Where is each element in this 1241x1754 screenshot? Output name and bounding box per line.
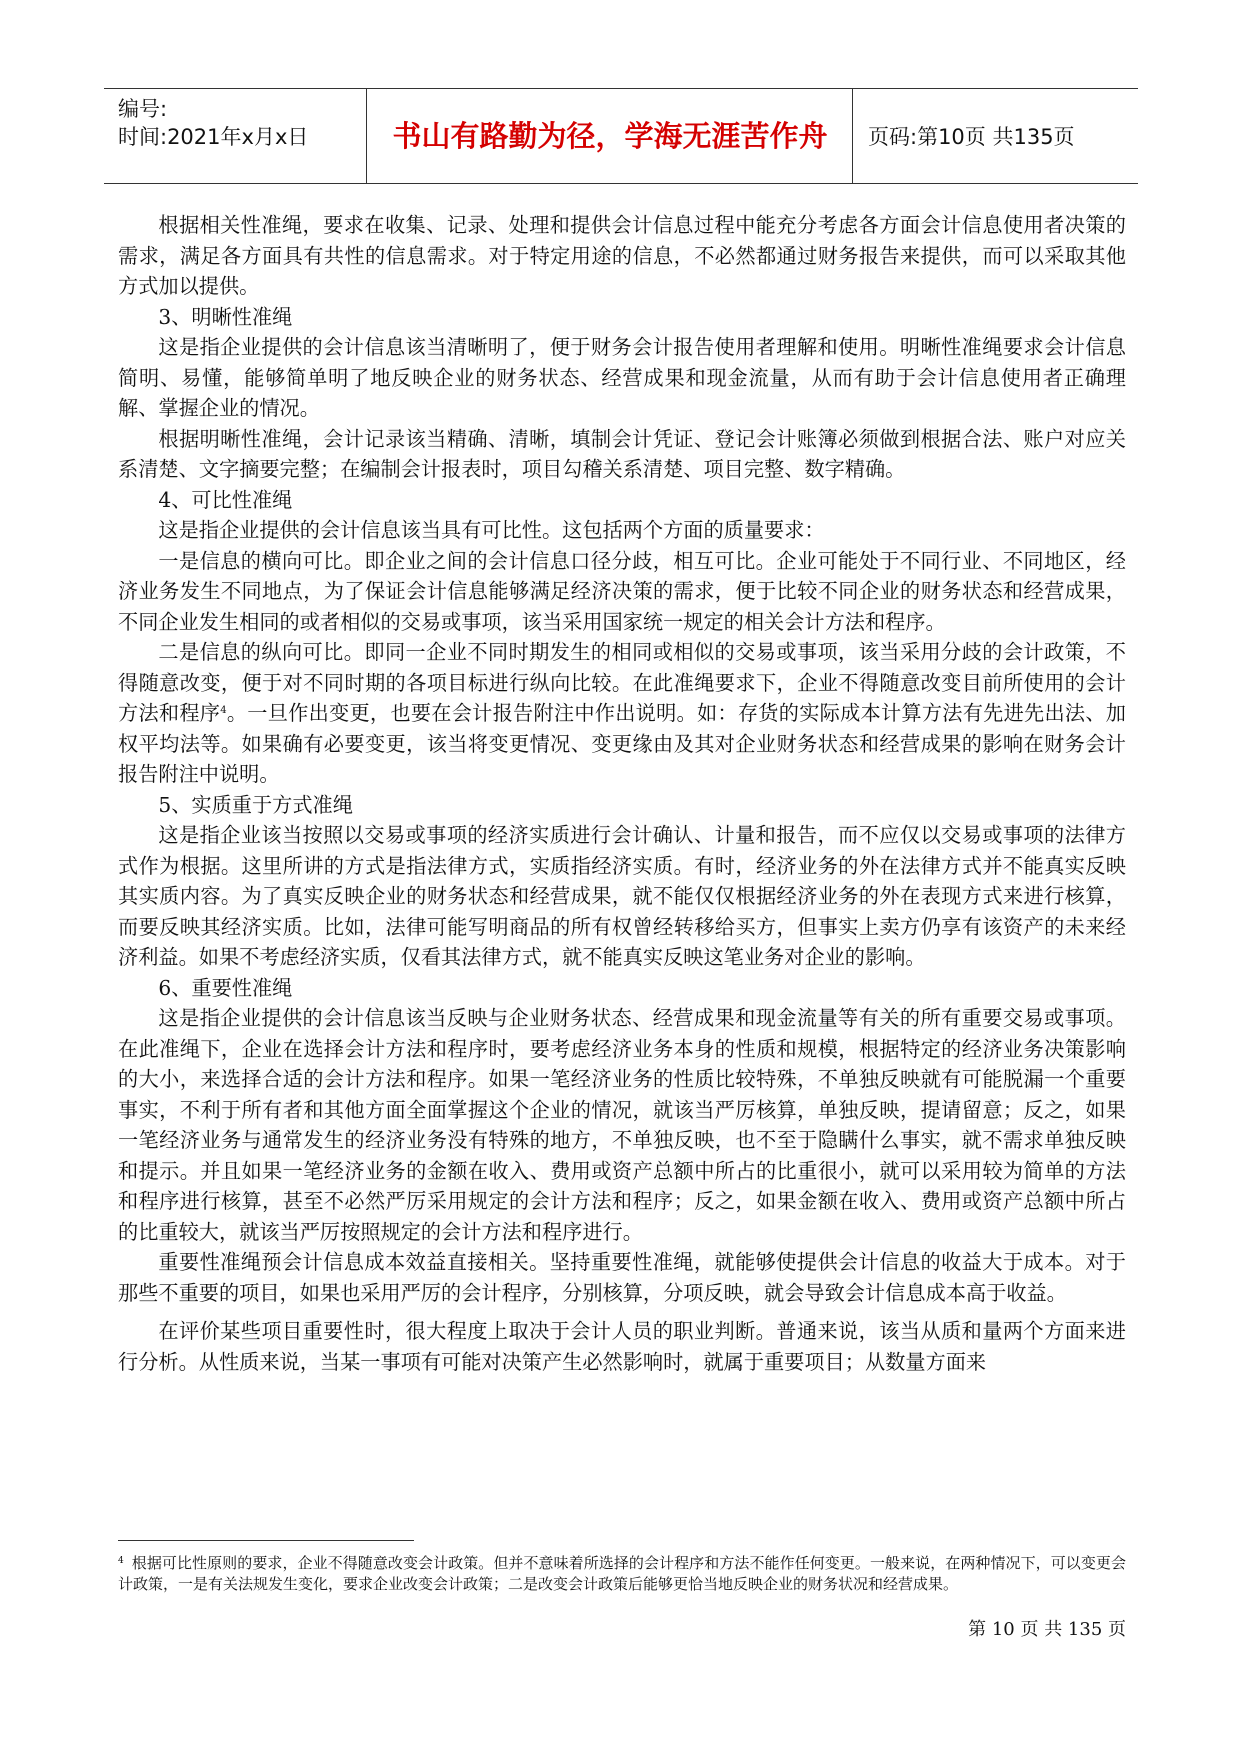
footnote-reference[interactable]: 4	[220, 705, 227, 716]
header-page-info: 页码:第10页 共135页	[868, 125, 1075, 149]
header-left-cell	[104, 89, 367, 183]
document-number-label: 编号:	[118, 97, 168, 121]
paragraph: 在评价某些项目重要性时，很大程度上取决于会计人员的职业判断。普通来说，该当从质和量两个方面来进行分析。从性质来说，当某一事项有可能对决策产生必然影响时，就属于重要项目；从数量方面来	[118, 1319, 1126, 1374]
paragraph-text: 。一旦作出变更，也要在会计报告附注中作出说明。如：存货的实际成本计算方法有先进先出法、加权平均法等。如果确有必要变更，该当将变更情况、变更缘由及其对企业财务状态和经营成果的影响在财务会计报告附注中说明。	[118, 701, 1126, 786]
paragraph: 一是信息的横向可比。即企业之间的会计信息口径分歧，相互可比。企业可能处于不同行业、不同地区，经济业务发生不同地点，为了保证会计信息能够满足经济决策的需求，便于比较不同企业的财务状态和经营成果，不同企业发生相同的或者相似的交易或事项，该当采用国家统一规定的相关会计方法和程序。	[118, 548, 1126, 634]
section-heading-clarity: 3、明晰性准绳	[158, 304, 293, 329]
footnote-marker: 4	[118, 1556, 124, 1566]
paragraph: 重要性准绳预会计信息成本效益直接相关。坚持重要性准绳，就能够使提供会计信息的收益大于成本。对于那些不重要的项目，如果也采用严厉的会计程序，分别核算，分项反映，就会导致会计信息成本高于收益。	[118, 1250, 1126, 1305]
page-footer: 第 10 页 共 135 页	[968, 1619, 1126, 1640]
footnote-separator	[118, 1540, 414, 1541]
paragraph: 这是指企业提供的会计信息该当具有可比性。这包括两个方面的质量要求：	[158, 518, 825, 542]
page-header	[104, 88, 1138, 184]
paragraph: 这是指企业提供的会计信息该当反映与企业财务状态、经营成果和现金流量等有关的所有重要交易或事项。在此准绳下，企业在选择会计方法和程序时，要考虑经济业务本身的性质和规模，根据特定的经济业务决策影响的大小，来选择合适的会计方法和程序。如果一笔经济业务的性质比较特殊，不单独反映就有可能脱漏一个重要事实，不利于所有者和其他方面全面掌握这个企业的情况，就该当严厉核算，单独反映，提请留意；反之，如果一笔经济业务与通常发生的经济业务没有特殊的地方，不单独反映，也不至于隐瞒什么事实，就不需求单独反映和提示。并且如果一笔经济业务的金额在收入、费用或资产总额中所占的比重很小，就可以采用较为简单的方法和程序进行核算，甚至不必然严厉采用规定的会计方法和程序；反之，如果金额在收入、费用或资产总额中所占的比重较大，就该当严厉按照规定的会计方法和程序进行。	[118, 1006, 1126, 1244]
footnote	[118, 1553, 1126, 1594]
section-heading-materiality: 6、重要性准绳	[158, 975, 293, 1000]
paragraph-vertical-comparability	[118, 637, 1126, 790]
header-center-cell	[368, 89, 853, 183]
paragraph-text: 二是信息的纵向可比。即同一企业不同时期发生的相同或相似的交易或事项，该当采用分歧的会计政策，不得随意改变，便于对不同时期的各项目标进行纵向比较。在此准绳要求下，企业不得随意改变目前所使用的会计方法和程序	[118, 640, 1126, 725]
document-body	[118, 210, 1126, 1377]
paragraph: 根据明晰性准绳，会计记录该当精确、清晰，填制会计凭证、登记会计账簿必须做到根据合法、账户对应关系清楚、文字摘要完整；在编制会计报表时，项目勾稽关系清楚、项目完整、数字精确。	[118, 426, 1126, 481]
section-heading-substance: 5、实质重于方式准绳	[158, 792, 353, 817]
footnote-text: 根据可比性原则的要求，企业不得随意改变会计政策。但并不意味着所选择的会计程序和方法不能作任何变更。一般来说，在两种情况下，可以变更会计政策，一是有关法规发生变化，要求企业改变会计政策；二是改变会计政策后能够更恰当地反映企业的财务状况和经营成果。	[118, 1554, 1126, 1593]
paragraph: 这是指企业提供的会计信息该当清晰明了，便于财务会计报告使用者理解和使用。明晰性准绳要求会计信息简明、易懂，能够简单明了地反映企业的财务状态、经营成果和现金流量，从而有助于会计信息使用者正确理解、掌握企业的情况。	[118, 335, 1126, 420]
paragraph: 这是指企业该当按照以交易或事项的经济实质进行会计确认、计量和报告，而不应仅以交易或事项的法律方式作为根据。这里所讲的方式是指法律方式，实质指经济实质。有时，经济业务的外在法律方式并不能真实反映其实质内容。为了真实反映企业的财务状态和经营成果，就不能仅仅根据经济业务的外在表现方式来进行核算，而要反映其经济实质。比如，法律可能写明商品的所有权曾经转移给买方，但事实上卖方仍享有该资产的未来经济利益。如果不考虑经济实质，仅看其法律方式，就不能真实反映这笔业务对企业的影响。	[118, 823, 1126, 969]
paragraph: 根据相关性准绳，要求在收集、记录、处理和提供会计信息过程中能充分考虑各方面会计信息使用者决策的需求，满足各方面具有共性的信息需求。对于特定用途的信息，不必然都通过财务报告来提供，而可以采取其他方式加以提供。	[118, 213, 1126, 298]
header-right-cell	[854, 89, 1138, 183]
section-heading-comparability: 4、可比性准绳	[158, 487, 293, 512]
header-motto: 书山有路勤为径，学海无涯苦作舟	[392, 119, 828, 153]
document-time-label: 时间:2021年x月x日	[118, 125, 309, 149]
